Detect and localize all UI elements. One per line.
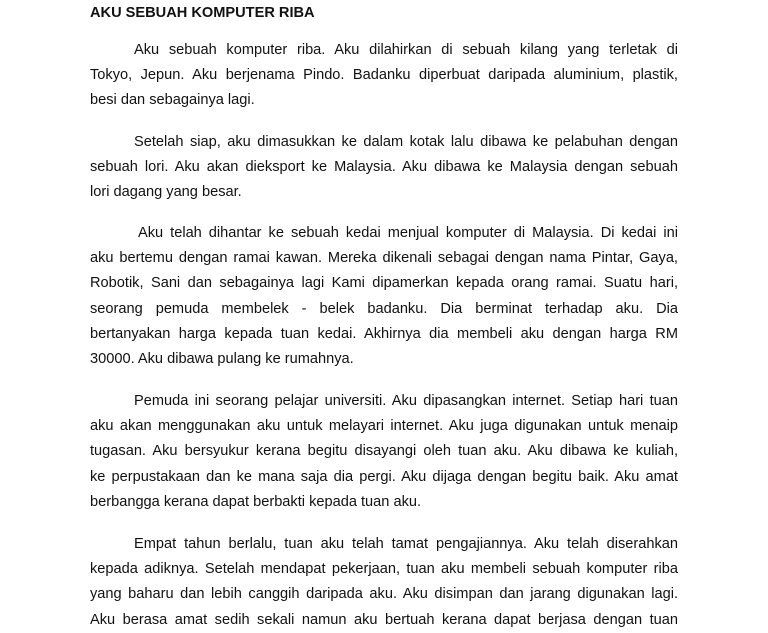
paragraph-line: Setelah siap, aku dimasukkan ke dalam kotak lalu dibawa ke pelabuhan dengan [134,134,678,150]
paragraph-line: seorang pemuda membelek - belek badanku. Dia berminat terhadap aku. Dia [90,300,678,317]
paragraph-line: Robotik, Sani dan sebagainya lagi Kami dipamerkan kepada orang ramai. Suatu hari, [90,275,678,292]
paragraph-line: yang baharu dan lebih canggih daripada aku. Aku disimpan dan jarang digunakan lagi. [90,586,678,603]
paragraph-line: aku akan menggunakan aku untuk melayari internet. Aku juga digunakan untuk menaip [90,418,678,435]
paragraph-line: Pemuda ini seorang pelajar universiti. Aku dipasangkan internet. Setiap hari tuan [134,393,678,409]
paragraph-line: aku bertemu dengan ramai kawan. Mereka dikenali sebagai dengan nama Pintar, Gaya, [90,250,678,267]
paragraph-line: lori dagang yang besar. [90,184,242,201]
paragraph-line: ke perpustakaan dan ke mana saja dia pergi. Aku dijaga dengan begitu baik. Aku amat [90,468,678,485]
paragraph-4 [90,389,678,515]
paragraph-line: besi dan sebagainya lagi. [90,92,255,109]
paragraph-line: Aku telah dihantar ke sebuah kedai menjual komputer di Malaysia. Di kedai ini [138,225,678,241]
paragraph-line: berbangga kerana dapat berbakti kepada tuan aku. [90,493,422,510]
paragraph-line: kepada adiknya. Setelah mendapat pekerjaan, tuan aku membeli sebuah komputer riba [90,561,678,578]
paragraph-line: 30000. Aku dibawa pulang ke rumahnya. [90,350,354,367]
paragraph-line: Aku sebuah komputer riba. Aku dilahirkan di sebuah kilang yang terletak di [134,42,678,58]
paragraph-line: bertanyakan harga kepada tuan kedai. Akhirnya dia membeli aku dengan harga RM [90,325,678,342]
paragraph-line: Tokyo, Jepun. Aku berjenama Pindo. Badanku diperbuat daripada aluminium, plastik, [90,67,678,84]
paragraph-line: tugasan. Aku bersyukur kerana begitu disayangi oleh tuan aku. Aku dibawa ke kuliah, [90,443,678,460]
document-title: AKU SEBUAH KOMPUTER RIBA [90,5,315,21]
paragraph-2 [90,130,678,206]
paragraph-5 [90,532,678,633]
paragraph-3 [90,221,678,372]
paragraph-line: sebuah lori. Aku akan dieksport ke Malaysia. Aku dibawa ke Malaysia dengan sebuah [90,159,678,176]
paragraph-line: Aku berasa amat sedih sekali namun aku bertuah kerana dapat berjasa dengan tuan [90,611,678,628]
paragraph-1 [90,38,678,114]
paragraph-line: Empat tahun berlalu, tuan aku telah tamat pengajiannya. Aku telah diserahkan [134,536,678,552]
